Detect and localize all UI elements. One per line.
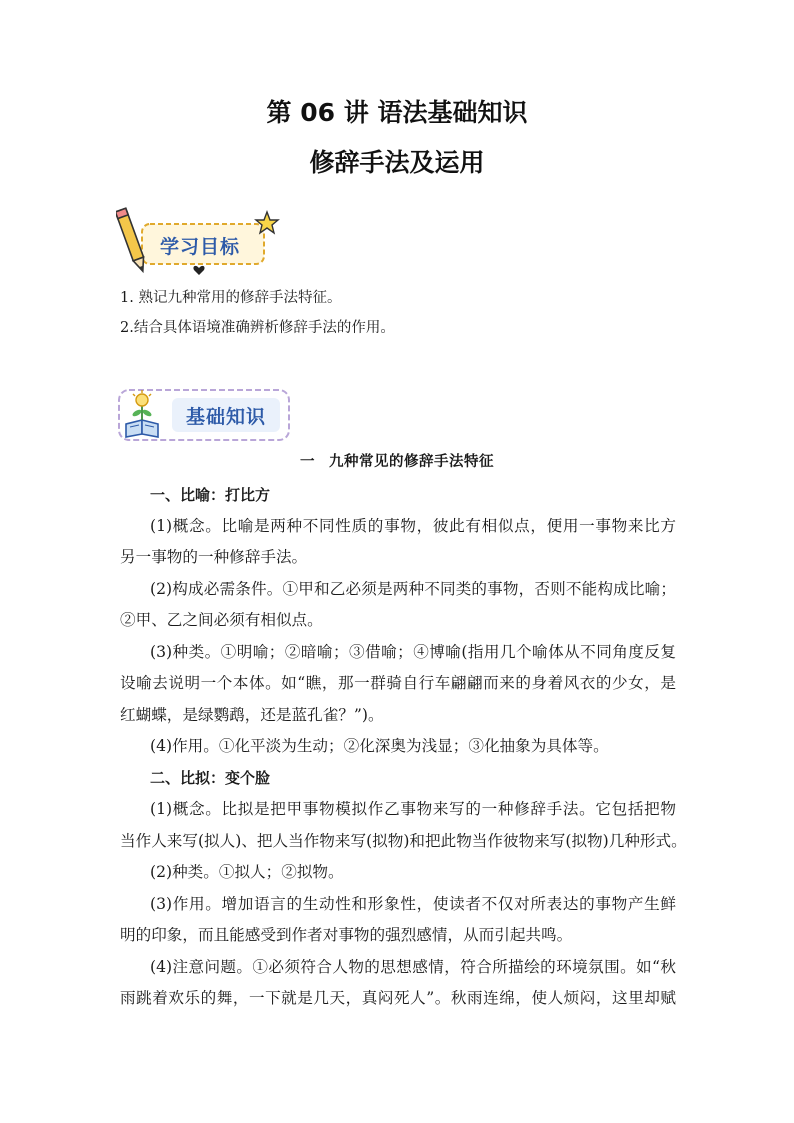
paragraph-line: (1)概念。比拟是把甲事物模拟作乙事物来写的一种修辞手法。它包括把物 (150, 800, 676, 818)
paragraph-line: 雨跳着欢乐的舞，一下就是几天，真闷死人”。秋雨连绵，使人烦闷，这里却赋 (120, 989, 676, 1007)
paragraph-line: (4)作用。①化平淡为生动；②化深奥为浅显；③化抽象为具体等。 (150, 737, 609, 755)
lecture-title: 第 06 讲 语法基础知识 (266, 98, 528, 127)
paragraph-line: (3)作用。增加语言的生动性和形象性，使读者不仅对所表达的事物产生鲜 (150, 895, 676, 913)
objectives-badge (116, 202, 282, 278)
objective-item: 2.结合具体语境准确辨析修辞手法的作用。 (120, 320, 395, 336)
paragraph-line: (2)构成必需条件。①甲和乙必须是两种不同类的事物，否则不能构成比喻； (150, 580, 676, 598)
paragraph-line: 红蝴蝶，是绿鹦鹉，还是蓝孔雀？”)。 (120, 706, 384, 724)
paragraph-line: ②甲、乙之间必须有相似点。 (120, 611, 323, 629)
objective-item: 1. 熟记九种常用的修辞手法特征。 (120, 290, 342, 306)
paragraph-line: (1)概念。比喻是两种不同性质的事物，彼此有相似点，便用一事物来比方 (150, 517, 676, 535)
paragraph-line: (3)种类。①明喻；②暗喻；③借喻；④博喻(指用几个喻体从不同角度反复 (150, 643, 676, 661)
section-title: 九种常见的修辞手法特征 (329, 453, 494, 470)
subsection-heading: 二、比拟：变个脸 (150, 769, 271, 787)
paragraph-line: 设喻去说明一个本体。如“瞧，那一群骑自行车翩翩而来的身着风衣的少女，是 (120, 674, 676, 692)
knowledge-badge (116, 386, 292, 444)
subsection-heading: 一、比喻：打比方 (150, 486, 271, 504)
objectives-badge-label: 学习目标 (160, 236, 241, 258)
paragraph-line: 另一事物的一种修辞手法。 (120, 548, 308, 566)
paragraph-line: 当作人来写(拟人)、把人当作物来写(拟物)和把此物当作彼物来写(拟物)几种形式。 (120, 832, 687, 850)
paragraph-line: (4)注意问题。①必须符合人物的思想感情，符合所描绘的环境氛围。如“秋 (150, 958, 676, 976)
knowledge-badge-label: 基础知识 (186, 406, 267, 428)
lecture-subtitle: 修辞手法及运用 (309, 148, 485, 177)
paragraph-line: (2)种类。①拟人；②拟物。 (150, 863, 344, 881)
paragraph-line: 明的印象，而且能感受到作者对事物的强烈感情，从而引起共鸣。 (120, 926, 573, 944)
section-number: 一 (300, 453, 315, 470)
section-heading (0, 452, 794, 472)
